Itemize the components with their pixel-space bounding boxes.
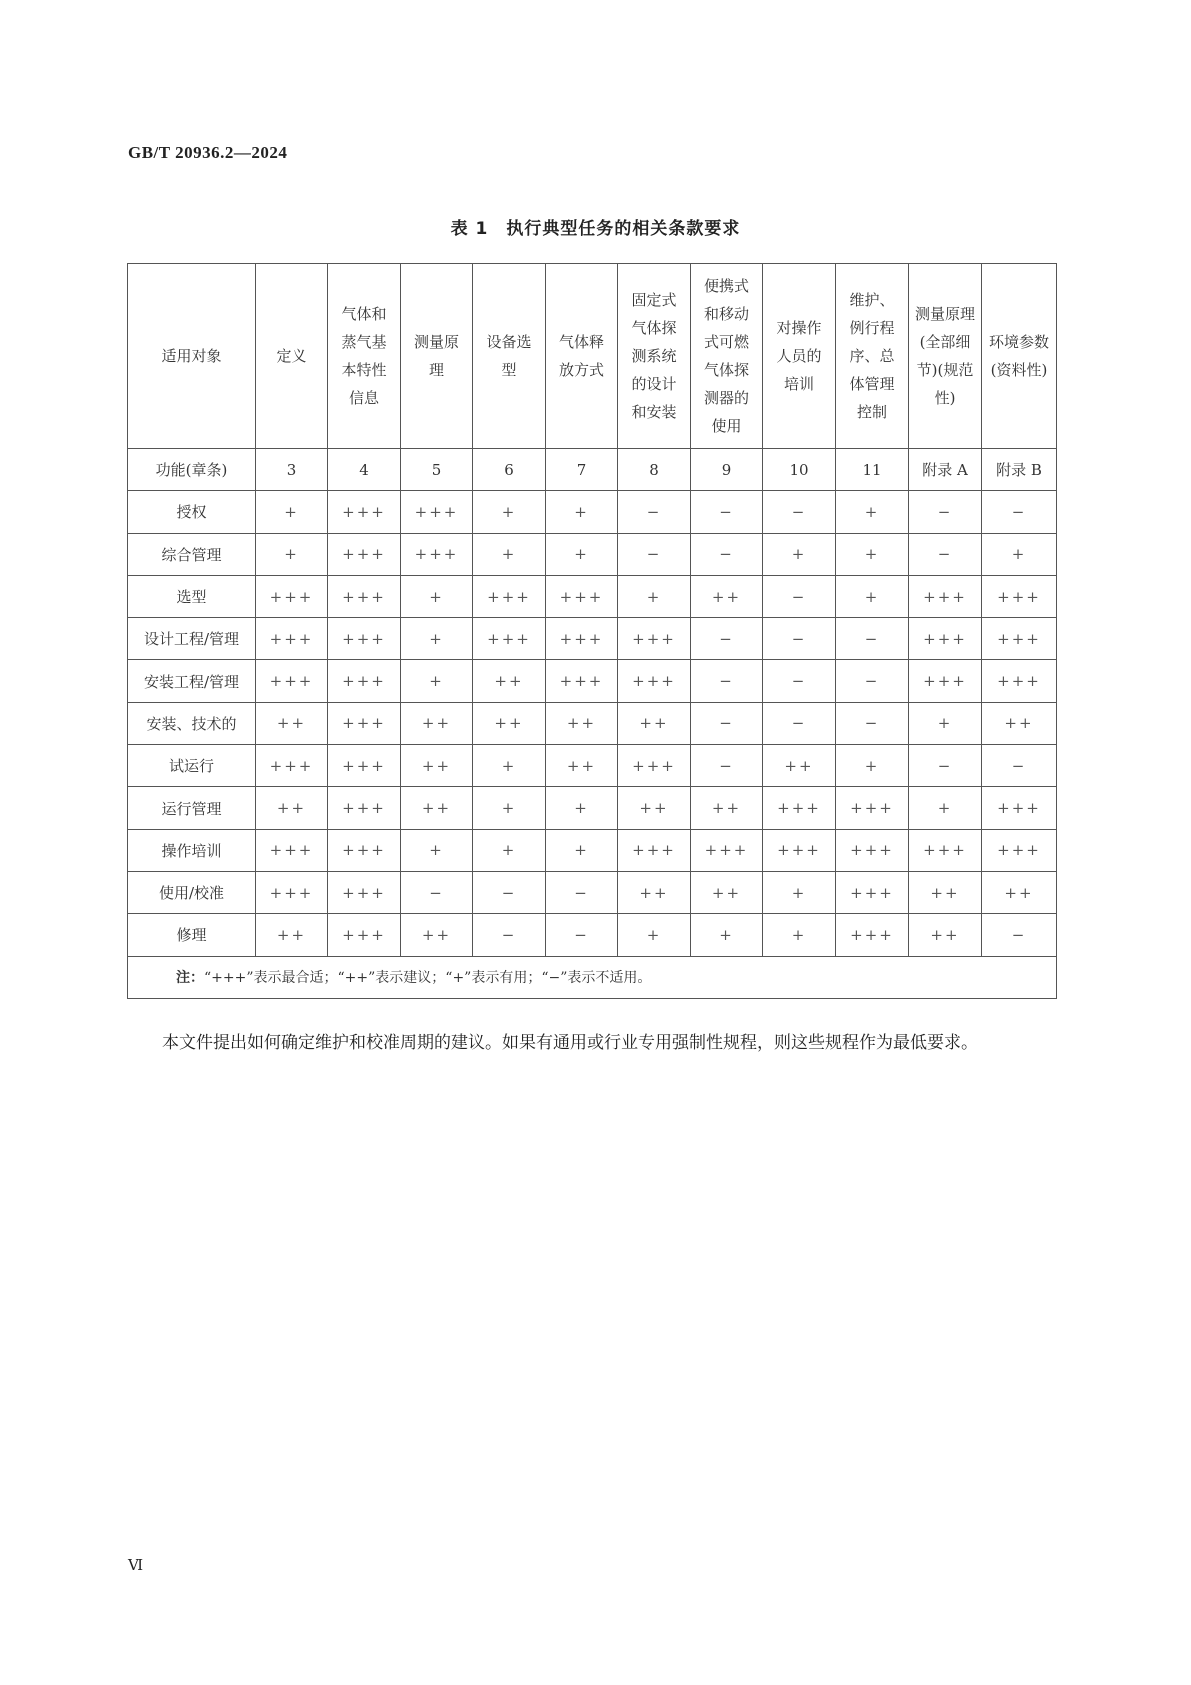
table-row <box>128 914 1057 956</box>
rating-cell: + <box>763 914 836 956</box>
column-header <box>256 264 328 449</box>
column-header-label: 测量原理(全部细节)(规范性) <box>914 305 975 407</box>
column-header-label: 设备选型 <box>486 333 532 379</box>
rating-cell: +++ <box>763 787 836 829</box>
rating-cell: +++ <box>546 660 618 702</box>
column-header <box>473 264 546 449</box>
rating-cell: ++ <box>256 702 328 744</box>
table-row <box>128 745 1057 787</box>
rating-cell: − <box>691 660 763 702</box>
rating-cell: − <box>909 533 982 575</box>
rating-cell: +++ <box>982 618 1057 660</box>
rating-cell: +++ <box>328 491 401 533</box>
rating-cell: − <box>982 491 1057 533</box>
rating-cell: +++ <box>618 829 691 871</box>
rating-cell: +++ <box>691 829 763 871</box>
rating-cell: + <box>473 787 546 829</box>
row-label: 使用/校准 <box>128 871 256 913</box>
note-label: 注： <box>176 970 204 987</box>
rating-cell: ++ <box>473 702 546 744</box>
rating-cell: + <box>401 829 473 871</box>
column-header <box>982 264 1057 449</box>
rating-cell: − <box>546 914 618 956</box>
rating-cell: + <box>691 914 763 956</box>
rating-cell: ++ <box>909 871 982 913</box>
row-label: 试运行 <box>128 745 256 787</box>
rating-cell: − <box>982 914 1057 956</box>
rating-cell: + <box>256 491 328 533</box>
column-header-label: 适用对象 <box>161 347 222 365</box>
rating-cell: +++ <box>328 914 401 956</box>
rating-cell: +++ <box>328 660 401 702</box>
rating-cell: +++ <box>256 745 328 787</box>
note-row <box>128 956 1057 998</box>
rating-cell: +++ <box>763 829 836 871</box>
rating-cell: +++ <box>836 914 909 956</box>
row-label: 设计工程/管理 <box>128 618 256 660</box>
rating-cell: +++ <box>328 829 401 871</box>
column-header <box>401 264 473 449</box>
rating-cell: + <box>546 491 618 533</box>
rating-cell: +++ <box>473 618 546 660</box>
rating-cell: + <box>909 702 982 744</box>
rating-cell: − <box>691 745 763 787</box>
column-header <box>909 264 982 449</box>
rating-cell: − <box>909 745 982 787</box>
rating-cell: +++ <box>256 829 328 871</box>
rating-cell: +++ <box>982 660 1057 702</box>
row-label: 修理 <box>128 914 256 956</box>
rating-cell: ++ <box>401 702 473 744</box>
column-header <box>763 264 836 449</box>
chapter-cell: 9 <box>691 449 763 491</box>
rating-cell: + <box>546 829 618 871</box>
column-header <box>328 264 401 449</box>
row-label: 安装、技术的 <box>128 702 256 744</box>
rating-cell: + <box>909 787 982 829</box>
rating-cell: + <box>473 829 546 871</box>
rating-cell: +++ <box>836 871 909 913</box>
rating-cell: ++ <box>909 914 982 956</box>
rating-cell: − <box>763 618 836 660</box>
rating-cell: + <box>982 533 1057 575</box>
rating-cell: ++ <box>256 914 328 956</box>
table-row <box>128 702 1057 744</box>
rating-cell: +++ <box>909 618 982 660</box>
rating-cell: ++ <box>618 702 691 744</box>
rating-cell: ++ <box>982 871 1057 913</box>
row-label: 授权 <box>128 491 256 533</box>
rating-cell: +++ <box>982 787 1057 829</box>
rating-cell: +++ <box>546 618 618 660</box>
table-row <box>128 575 1057 617</box>
rating-cell: − <box>909 491 982 533</box>
table-note <box>128 956 1057 998</box>
rating-cell: − <box>691 702 763 744</box>
table-row <box>128 871 1057 913</box>
column-header-label: 定义 <box>276 347 307 365</box>
rating-cell: + <box>473 491 546 533</box>
rating-cell: ++ <box>618 871 691 913</box>
rating-cell: +++ <box>328 871 401 913</box>
rating-cell: + <box>836 745 909 787</box>
rating-cell: ++ <box>256 787 328 829</box>
page-number: Ⅵ <box>128 1556 144 1574</box>
rating-cell: ++ <box>982 702 1057 744</box>
table-row <box>128 491 1057 533</box>
rating-cell: + <box>256 533 328 575</box>
chapter-cell: 附录 A <box>909 449 982 491</box>
chapter-row <box>128 449 1057 491</box>
column-header <box>836 264 909 449</box>
note-text: “+++”表示最合适；“++”表示建议；“+”表示有用；“−”表示不适用。 <box>204 970 652 987</box>
rating-cell: + <box>473 745 546 787</box>
row-label: 操作培训 <box>128 829 256 871</box>
chapter-cell: 3 <box>256 449 328 491</box>
row-label: 综合管理 <box>128 533 256 575</box>
chapter-cell: 5 <box>401 449 473 491</box>
rating-cell: +++ <box>328 575 401 617</box>
rating-cell: +++ <box>256 871 328 913</box>
rating-cell: − <box>618 491 691 533</box>
rating-cell: + <box>401 575 473 617</box>
rating-cell: − <box>836 660 909 702</box>
rating-cell: + <box>763 533 836 575</box>
rating-cell: ++ <box>691 575 763 617</box>
column-header <box>618 264 691 449</box>
table-row <box>128 533 1057 575</box>
chapter-cell: 4 <box>328 449 401 491</box>
column-header <box>546 264 618 449</box>
rating-cell: + <box>836 491 909 533</box>
rating-cell: +++ <box>618 660 691 702</box>
rating-cell: − <box>473 871 546 913</box>
table-row <box>128 829 1057 871</box>
rating-cell: + <box>546 533 618 575</box>
table-row <box>128 787 1057 829</box>
standard-number: GB/T 20936.2—2024 <box>128 143 288 162</box>
rating-cell: +++ <box>328 702 401 744</box>
chapter-cell: 10 <box>763 449 836 491</box>
rating-cell: + <box>618 575 691 617</box>
rating-cell: − <box>763 491 836 533</box>
rating-cell: + <box>401 660 473 702</box>
rating-cell: +++ <box>982 575 1057 617</box>
rating-cell: +++ <box>618 618 691 660</box>
body-paragraph: 本文件提出如何确定维护和校准周期的建议。如果有通用或行业专用强制性规程，则这些规程作为最低要求。 <box>162 1033 978 1053</box>
rating-cell: − <box>836 702 909 744</box>
column-header-label: 对操作人员的培训 <box>776 319 822 393</box>
rating-cell: +++ <box>256 618 328 660</box>
chapter-cell: 6 <box>473 449 546 491</box>
column-header-label: 固定式气体探测系统的设计和安装 <box>631 291 677 421</box>
chapter-cell: 8 <box>618 449 691 491</box>
column-header <box>691 264 763 449</box>
column-header <box>128 264 256 449</box>
chapter-cell: 7 <box>546 449 618 491</box>
rating-cell: − <box>691 618 763 660</box>
rating-cell: +++ <box>618 745 691 787</box>
rating-cell: +++ <box>328 787 401 829</box>
rating-cell: ++ <box>401 914 473 956</box>
rating-cell: + <box>473 533 546 575</box>
rating-cell: − <box>763 575 836 617</box>
rating-cell: ++ <box>473 660 546 702</box>
row-label: 运行管理 <box>128 787 256 829</box>
column-header-label: 环境参数(资料性) <box>988 333 1049 379</box>
rating-cell: + <box>836 575 909 617</box>
rating-cell: − <box>618 533 691 575</box>
header-row <box>128 264 1057 449</box>
column-header-label: 气体释放方式 <box>558 333 604 379</box>
row-label: 选型 <box>128 575 256 617</box>
rating-cell: +++ <box>473 575 546 617</box>
chapter-cell: 附录 B <box>982 449 1057 491</box>
rating-cell: +++ <box>836 787 909 829</box>
rating-cell: +++ <box>328 533 401 575</box>
rating-cell: − <box>691 533 763 575</box>
rating-cell: +++ <box>909 829 982 871</box>
rating-cell: ++ <box>401 787 473 829</box>
table-row <box>128 618 1057 660</box>
column-header-label: 测量原理 <box>413 333 459 379</box>
rating-cell: +++ <box>328 745 401 787</box>
rating-cell: +++ <box>909 660 982 702</box>
rating-cell: − <box>763 660 836 702</box>
rating-cell: +++ <box>256 575 328 617</box>
rating-cell: +++ <box>401 491 473 533</box>
rating-cell: ++ <box>618 787 691 829</box>
column-header-label: 气体和蒸气基本特性信息 <box>341 305 387 407</box>
table-row <box>128 660 1057 702</box>
rating-cell: − <box>691 491 763 533</box>
rating-cell: +++ <box>401 533 473 575</box>
rating-cell: − <box>982 745 1057 787</box>
rating-cell: +++ <box>982 829 1057 871</box>
rating-cell: − <box>473 914 546 956</box>
chapter-cell: 11 <box>836 449 909 491</box>
rating-cell: − <box>836 618 909 660</box>
rating-cell: + <box>763 871 836 913</box>
rating-cell: ++ <box>546 702 618 744</box>
rating-cell: +++ <box>836 829 909 871</box>
rating-cell: + <box>546 787 618 829</box>
rating-cell: + <box>836 533 909 575</box>
rating-cell: ++ <box>691 787 763 829</box>
chapter-cell: 功能(章条) <box>128 449 256 491</box>
rating-cell: + <box>401 618 473 660</box>
requirements-table <box>127 263 1057 999</box>
rating-cell: + <box>618 914 691 956</box>
column-header-label: 维护、例行程序、总体管理控制 <box>849 291 895 421</box>
rating-cell: ++ <box>401 745 473 787</box>
rating-cell: ++ <box>546 745 618 787</box>
rating-cell: − <box>401 871 473 913</box>
row-label: 安装工程/管理 <box>128 660 256 702</box>
rating-cell: +++ <box>328 618 401 660</box>
table-title: 表 1 执行典型任务的相关条款要求 <box>450 219 741 239</box>
column-header-label: 便携式和移动式可燃气体探测器的使用 <box>703 277 749 435</box>
rating-cell: +++ <box>256 660 328 702</box>
rating-cell: ++ <box>691 871 763 913</box>
rating-cell: − <box>546 871 618 913</box>
rating-cell: +++ <box>909 575 982 617</box>
rating-cell: ++ <box>763 745 836 787</box>
rating-cell: − <box>763 702 836 744</box>
rating-cell: +++ <box>546 575 618 617</box>
